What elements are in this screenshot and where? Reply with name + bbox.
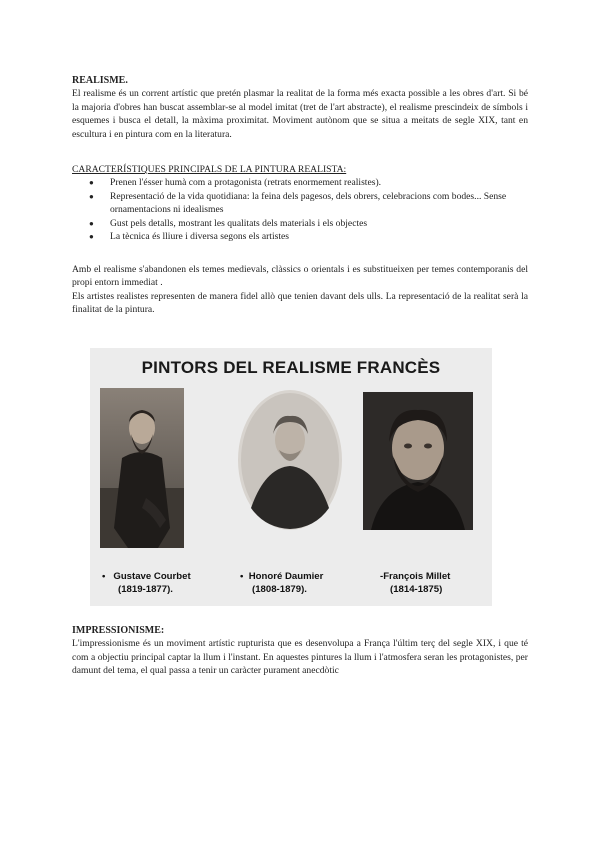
list-item: ● Representació de la vida quotidiana: la feina dels pagesos, dels obrers, celebracions com bodes... Sense ornamentacions ni idealismes (72, 190, 528, 217)
section-title-realisme: REALISME. (72, 75, 128, 86)
painter-name: Honoré Daumier (248, 571, 324, 582)
caption-bullet: • (240, 571, 244, 582)
caption-millet (380, 570, 450, 596)
section-title-impressionisme: IMPRESSIONISME: (72, 625, 165, 636)
list-item: ● La tècnica és lliure i diversa segons els artistes (72, 230, 528, 243)
painter-dates: (1808-1879). (252, 584, 307, 595)
courbet-portrait-image (100, 388, 184, 548)
caption-bullet: • (102, 571, 106, 582)
realisme-intro: El realisme és un corrent artístic que pretén plasmar la realitat de la forma més exacta possible a les obres d'art. Si bé la majoria d'obres han buscat assemblar-se al model imitat (tret de l'art abstracte), el realisme prescindeix de símbols i esquemes i busca el detall, la màxima proximitat. Moviment autònom que se situa a meitats de segle XIX, tant en escultura i en pintura com en la literatura. (72, 88, 528, 140)
list-item: ● Prenen l'ésser humà com a protagonista (retrats enormement realistes). (72, 176, 528, 189)
painter-name: Gustave Courbet (113, 571, 191, 582)
list-item: ● Gust pels detalls, mostrant les qualitats dels materials i els objectes (72, 217, 528, 230)
paragraph-fidelity: Els artistes realistes representen de manera fidel allò que tenien davant dels ulls. La representació de la realitat serà la finalitat de la pintura. (72, 290, 528, 316)
caption-courbet (102, 570, 191, 596)
features-section (72, 163, 528, 243)
painters-figure (90, 348, 492, 606)
painter-dates: (1819-1877). (118, 584, 173, 595)
features-heading: CARACTERÍSTIQUES PRINCIPALS DE LA PINTURA REALISTA: (72, 164, 347, 175)
impressionisme-text: L'impressionisme és un moviment artístic rupturista que es desenvolupa a França l'últim terç del segle XIX, i que té com a objectiu principal captar la llum i l'instant. En aquestes pintures la llum i l'atmosfera seran les protagonistes, per damunt del tema, el qual passa a tenir un caràcter purament anecdòtic (72, 638, 528, 677)
realisme-paragraphs (72, 263, 528, 317)
painter-name: -François Millet (380, 571, 451, 582)
impressionisme-section (72, 624, 528, 678)
realisme-section (72, 74, 528, 141)
caption-daumier (240, 570, 323, 596)
painter-dates: (1814-1875) (390, 584, 443, 595)
features-list (72, 176, 528, 243)
daumier-portrait-image (235, 388, 345, 533)
millet-portrait-image (363, 392, 473, 530)
figure-title: PINTORS DEL REALISME FRANCÈS (141, 358, 441, 377)
paragraph-themes: Amb el realisme s'abandonen els temes medievals, clàssics o orientals i es substitueixen per temes contemporanis del propi entorn immediat . (72, 264, 528, 289)
